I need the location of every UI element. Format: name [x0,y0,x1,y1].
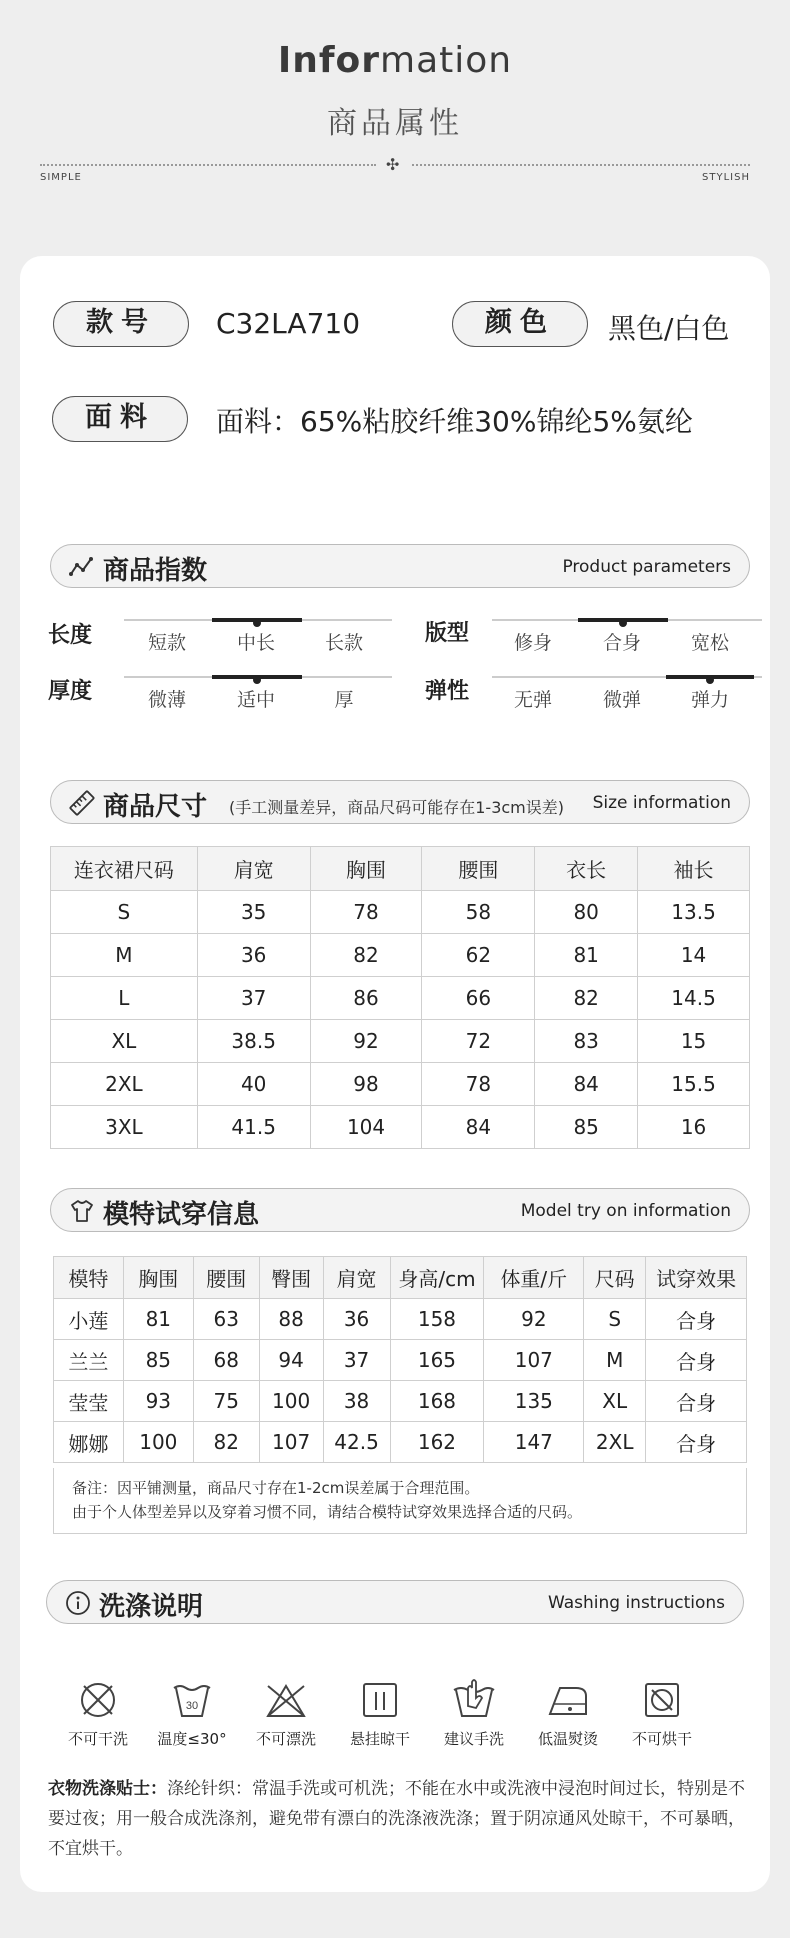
size-header-cell: 衣长 [535,847,638,891]
size-cell: 81 [535,934,638,977]
model-title: 模特试穿信息 [103,1200,260,1230]
size-cell: 82 [535,977,638,1020]
model-cell: 162 [390,1422,484,1463]
param-label: 版型 [425,621,470,646]
tag-stylish: STYLISH [702,172,750,183]
table-row [51,934,750,977]
model-header [50,1188,750,1232]
no-dry-clean-icon [68,1676,128,1724]
size-cell: 38.5 [197,1020,310,1063]
model-header-cell: 胸围 [123,1257,193,1299]
no-bleach-icon [256,1676,316,1724]
size-cell: 15.5 [638,1063,750,1106]
size-cell: S [51,891,198,934]
wash-label: 不可烘干 [631,1730,692,1748]
washing-header [46,1580,744,1624]
size-cell: 14.5 [638,977,750,1020]
washing-tips-text: 涤纶针织：常温手洗或可机洗；不能在水中或洗液中浸泡时间过长，特别是不要过夜；用一般合成洗涤剂，避免带有漂白的洗涤液洗涤；置于阴凉通风处晾干，不可暴晒，不宜烘干。 [48,1779,745,1859]
model-cell: M [584,1340,646,1381]
size-cell: XL [51,1020,198,1063]
params-title-en: Product parameters [562,557,731,577]
size-cell: M [51,934,198,977]
header-title-en: Information [277,40,513,81]
color-value: 黑色/白色 [608,312,730,345]
size-header-cell: 胸围 [310,847,422,891]
param-option: 适中 [236,689,275,711]
model-header-cell: 试穿效果 [646,1257,747,1299]
washing-title-en: Washing instructions [547,1593,725,1613]
model-cell: 68 [193,1340,259,1381]
model-cell: 147 [484,1422,584,1463]
size-cell: 14 [638,934,750,977]
model-cell: 93 [123,1381,193,1422]
model-header-cell: 臀围 [259,1257,323,1299]
model-cell: 107 [484,1340,584,1381]
param-option: 弹力 [690,689,729,711]
model-cell: 158 [390,1299,484,1340]
model-note-2: 由于个人体型差异以及穿着习惯不同，请结合模特试穿效果选择合适的尺码。 [72,1503,583,1521]
model-cell: 莹莹 [54,1381,124,1422]
tag-simple: SIMPLE [40,172,82,183]
param-option: 短款 [147,632,186,654]
model-cell: 合身 [646,1299,747,1340]
model-cell: 合身 [646,1340,747,1381]
tshirt-icon [69,1198,95,1224]
info-icon [65,1590,91,1616]
table-row [54,1381,747,1422]
ornament-icon: ✣ [386,155,400,174]
model-cell: 63 [193,1299,259,1340]
table-row [51,977,750,1020]
param-option: 合身 [602,632,641,654]
model-cell: 107 [259,1422,323,1463]
size-cell: 15 [638,1020,750,1063]
header-title-cn: 商品属性 [327,106,463,141]
size-header-cell: 肩宽 [197,847,310,891]
size-note: (手工测量差异，商品尺码可能存在1-3cm误差) [229,798,565,817]
no-tumble-dry-icon [632,1676,692,1724]
table-row [51,1020,750,1063]
wash-label: 建议手洗 [443,1730,504,1748]
size-cell: 83 [535,1020,638,1063]
param-option: 中长 [236,632,275,654]
model-header-cell: 尺码 [584,1257,646,1299]
divider-left [40,164,376,166]
model-cell: 168 [390,1381,484,1422]
param-label: 弹性 [425,679,470,704]
size-header [50,780,750,824]
wash-label: 不可漂洗 [255,1730,316,1748]
model-cell: 82 [193,1422,259,1463]
model-cell: S [584,1299,646,1340]
size-cell: 86 [310,977,422,1020]
param-selected-dot [253,676,261,684]
wash-label: 不可干洗 [67,1730,128,1748]
hand-wash-icon [444,1676,504,1724]
model-title-en: Model try on information [520,1201,731,1221]
param-option: 宽松 [690,632,729,654]
model-cell: 75 [193,1381,259,1422]
table-row [54,1340,747,1381]
param-selected-dot [706,676,714,684]
model-cell: 2XL [584,1422,646,1463]
params-header [50,544,750,588]
wash-30-icon [162,1676,222,1724]
fabric-label: 面料 [52,396,188,442]
size-cell: 104 [310,1106,422,1149]
size-cell: 41.5 [197,1106,310,1149]
model-cell: 92 [484,1299,584,1340]
size-cell: 72 [422,1020,535,1063]
style-no-label: 款号 [53,301,189,347]
param-selected-dot [253,619,261,627]
size-cell: L [51,977,198,1020]
size-cell: 36 [197,934,310,977]
model-header-cell: 身高/cm [390,1257,484,1299]
washing-tips-label: 衣物洗涤贴士： [48,1779,167,1799]
model-table [53,1256,747,1463]
param-option: 无弹 [513,689,552,711]
model-notes [53,1468,747,1534]
model-cell: 85 [123,1340,193,1381]
size-cell: 66 [422,977,535,1020]
color-label: 颜色 [452,301,588,347]
size-table [50,846,750,1149]
ruler-icon [69,790,95,816]
size-title: 商品尺寸 [103,792,208,822]
param-option: 微薄 [147,689,186,711]
size-table-header [51,847,750,891]
model-header-cell: 体重/斤 [484,1257,584,1299]
size-cell: 40 [197,1063,310,1106]
param-selected-dot [619,619,627,627]
size-cell: 35 [197,891,310,934]
wash-label: 低温熨烫 [537,1730,598,1748]
model-cell: 81 [123,1299,193,1340]
table-row [51,1106,750,1149]
model-cell: 兰兰 [54,1340,124,1381]
hang-dry-icon [350,1676,410,1724]
info-card [20,256,770,1892]
divider-right [412,164,750,166]
model-cell: 94 [259,1340,323,1381]
model-cell: 42.5 [323,1422,390,1463]
size-cell: 98 [310,1063,422,1106]
model-cell: 合身 [646,1381,747,1422]
size-cell: 84 [422,1106,535,1149]
model-cell: 娜娜 [54,1422,124,1463]
fabric-value: 面料：65%粘胶纤维30%锦纶5%氨纶 [216,405,693,438]
model-header-cell: 腰围 [193,1257,259,1299]
param-label: 长度 [48,623,93,648]
size-cell: 84 [535,1063,638,1106]
size-cell: 85 [535,1106,638,1149]
size-cell: 82 [310,934,422,977]
model-note-1: 备注：因平铺测量，商品尺寸存在1-2cm误差属于合理范围。 [72,1479,480,1497]
param-option: 厚 [334,689,354,711]
size-cell: 58 [422,891,535,934]
size-header-cell: 连衣裙尺码 [51,847,198,891]
size-cell: 62 [422,934,535,977]
model-cell: 合身 [646,1422,747,1463]
table-row [54,1422,747,1463]
size-cell: 3XL [51,1106,198,1149]
size-header-cell: 腰围 [422,847,535,891]
wash-label: 悬挂晾干 [349,1730,410,1748]
param-option: 长款 [324,632,363,654]
model-cell: 135 [484,1381,584,1422]
params-title: 商品指数 [103,556,208,586]
model-table-header [54,1257,747,1299]
size-cell: 80 [535,891,638,934]
washing-title: 洗涤说明 [99,1592,204,1622]
size-cell: 78 [310,891,422,934]
size-cell: 92 [310,1020,422,1063]
model-cell: 100 [123,1422,193,1463]
chart-line-icon [69,554,95,580]
wash-temp-number: 30 [185,1700,199,1712]
page-header [0,0,790,250]
size-cell: 37 [197,977,310,1020]
model-cell: 100 [259,1381,323,1422]
param-option: 修身 [513,632,552,654]
wash-label: 温度≤30° [157,1730,227,1748]
size-cell: 78 [422,1063,535,1106]
model-cell: 小莲 [54,1299,124,1340]
model-cell: 165 [390,1340,484,1381]
washing-tips [48,1774,750,1864]
model-cell: 88 [259,1299,323,1340]
model-cell: 38 [323,1381,390,1422]
model-header-cell: 模特 [54,1257,124,1299]
param-label: 厚度 [48,679,93,704]
table-row [51,1063,750,1106]
param-option: 微弹 [602,689,641,711]
model-cell: 37 [323,1340,390,1381]
size-cell: 2XL [51,1063,198,1106]
size-title-en: Size information [592,793,731,813]
model-cell: XL [584,1381,646,1422]
size-cell: 16 [638,1106,750,1149]
style-no-value: C32LA710 [216,307,361,340]
model-header-cell: 肩宽 [323,1257,390,1299]
size-header-cell: 袖长 [638,847,750,891]
table-row [51,891,750,934]
table-row [54,1299,747,1340]
size-cell: 13.5 [638,891,750,934]
model-cell: 36 [323,1299,390,1340]
low-iron-icon [538,1676,598,1724]
